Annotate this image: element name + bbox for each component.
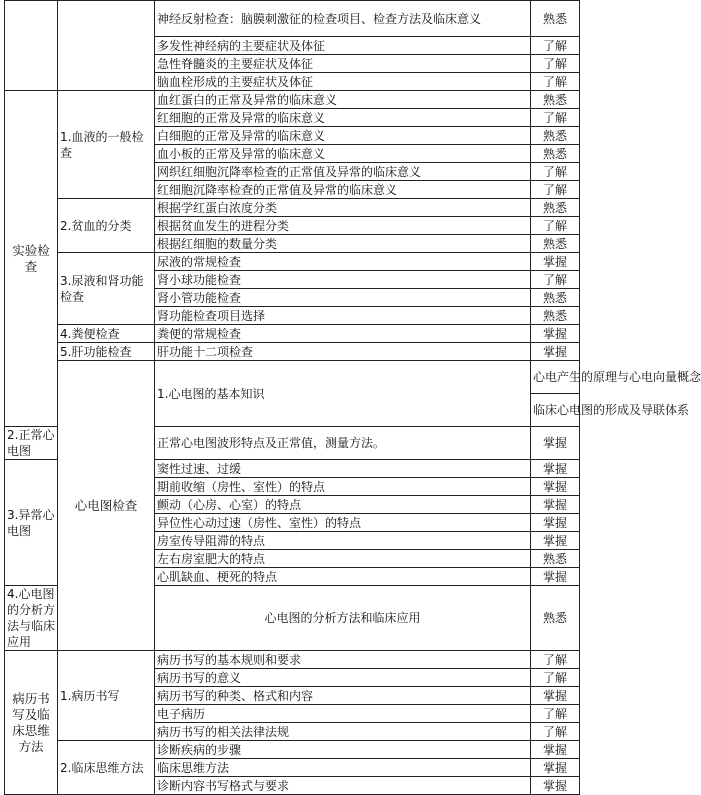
table-row	[5, 199, 580, 217]
item-cell: 急性脊髓炎的主要症状及体征	[155, 55, 531, 73]
level-cell: 了解	[531, 181, 580, 199]
level-cell: 掌握	[531, 568, 580, 586]
subgroup-cell: 4.心电图的分析方法与临床应用	[5, 586, 58, 651]
level-cell: 了解	[531, 163, 580, 181]
item-cell: 血小板的正常及异常的临床意义	[155, 145, 531, 163]
level-cell: 掌握	[531, 343, 580, 361]
item-cell: 临床心电图的形成及导联体系	[531, 394, 580, 427]
item-cell: 尿液的常规检查	[155, 253, 531, 271]
level-cell: 熟悉	[531, 199, 580, 217]
item-cell: 正常心电图波形特点及正常值，测量方法。	[155, 427, 531, 460]
item-cell: 肾小管功能检查	[155, 289, 531, 307]
table-row	[5, 361, 580, 394]
level-cell: 掌握	[531, 496, 580, 514]
level-cell: 掌握	[531, 460, 580, 478]
item-cell: 肝功能十二项检查	[155, 343, 531, 361]
level-cell: 熟悉	[531, 550, 580, 568]
table-row	[5, 651, 580, 669]
level-cell: 熟悉	[531, 91, 580, 109]
level-cell: 了解	[531, 705, 580, 723]
table-row	[5, 91, 580, 109]
level-cell: 熟悉	[531, 127, 580, 145]
subgroup-cell: 3.尿液和肾功能检查	[58, 253, 155, 325]
level-cell: 了解	[531, 109, 580, 127]
subgroup-cell: 1.心电图的基本知识	[155, 361, 531, 427]
item-cell: 病历书写的意义	[155, 669, 531, 687]
level-cell: 掌握	[531, 759, 580, 777]
item-cell: 病历书写的基本规则和要求	[155, 651, 531, 669]
level-cell: 掌握	[531, 777, 580, 795]
item-cell: 网织红细胞沉降率检查的正常值及异常的临床意义	[155, 163, 531, 181]
syllabus-table	[4, 0, 701, 795]
item-cell: 根据学红蛋白浓度分类	[155, 199, 531, 217]
item-cell: 心电图的分析方法和临床应用	[155, 586, 531, 651]
section-cell: 心电图检查	[58, 361, 155, 651]
section-cell: 病历书写及临床思维方法	[5, 651, 58, 795]
table-row	[5, 741, 580, 759]
level-cell: 熟悉	[531, 235, 580, 253]
subgroup-cell: 3.异常心电图	[5, 460, 58, 586]
item-cell: 病历书写的种类、格式和内容	[155, 687, 531, 705]
item-cell: 红细胞的正常及异常的临床意义	[155, 109, 531, 127]
subgroup-cell: 1.病历书写	[58, 651, 155, 741]
item-cell: 红细胞沉降率检查的正常值及异常的临床意义	[155, 181, 531, 199]
level-cell: 熟悉	[531, 307, 580, 325]
subgroup-cell: 1.血液的一般检查	[58, 91, 155, 199]
item-cell: 心肌缺血、梗死的特点	[155, 568, 531, 586]
item-cell: 肾功能检查项目选择	[155, 307, 531, 325]
item-cell: 电子病历	[155, 705, 531, 723]
level-cell: 掌握	[531, 478, 580, 496]
subgroup-cell: 5.肝功能检查	[58, 343, 155, 361]
level-cell: 掌握	[531, 741, 580, 759]
level-cell: 了解	[531, 271, 580, 289]
item-cell: 窦性过速、过缓	[155, 460, 531, 478]
item-cell: 脑血栓形成的主要症状及体征	[155, 73, 531, 91]
item-cell: 房室传导阻滞的特点	[155, 532, 531, 550]
level-cell: 了解	[531, 723, 580, 741]
level-cell: 了解	[531, 73, 580, 91]
item-cell: 诊断内容书写格式与要求	[155, 777, 531, 795]
item-cell: 肾小球功能检查	[155, 271, 531, 289]
item-cell: 诊断疾病的步骤	[155, 741, 531, 759]
level-cell: 了解	[531, 217, 580, 235]
item-cell: 多发性神经病的主要症状及体征	[155, 37, 531, 55]
subgroup-cell: 2.正常心电图	[5, 427, 58, 460]
item-cell: 临床思维方法	[155, 759, 531, 777]
section-cell	[5, 1, 58, 91]
level-cell: 掌握	[531, 325, 580, 343]
level-cell: 掌握	[531, 687, 580, 705]
level-cell: 了解	[531, 669, 580, 687]
item-cell: 病历书写的相关法律法规	[155, 723, 531, 741]
subgroup-cell: 2.临床思维方法	[58, 741, 155, 795]
level-cell: 了解	[531, 651, 580, 669]
item-cell: 粪便的常规检查	[155, 325, 531, 343]
subgroup-cell	[58, 1, 155, 91]
subgroup-cell: 4.粪便检查	[58, 325, 155, 343]
level-cell: 熟悉	[531, 586, 580, 651]
level-cell: 熟悉	[531, 1, 580, 37]
item-cell: 期前收缩（房性、室性）的特点	[155, 478, 531, 496]
item-cell: 心电产生的原理与心电向量概念	[531, 361, 580, 394]
level-cell: 熟悉	[531, 289, 580, 307]
table-row	[5, 253, 580, 271]
subgroup-cell: 2.贫血的分类	[58, 199, 155, 253]
item-cell: 异位性心动过速（房性、室性）的特点	[155, 514, 531, 532]
item-cell: 白细胞的正常及异常的临床意义	[155, 127, 531, 145]
item-cell: 左右房室肥大的特点	[155, 550, 531, 568]
level-cell: 掌握	[531, 253, 580, 271]
table-row	[5, 1, 580, 37]
item-cell: 血红蛋白的正常及异常的临床意义	[155, 91, 531, 109]
level-cell: 掌握	[531, 427, 580, 460]
section-cell: 实验检查	[5, 91, 58, 427]
item-cell: 根据红细胞的数量分类	[155, 235, 531, 253]
level-cell: 掌握	[531, 514, 580, 532]
item-cell: 颤动（心房、心室）的特点	[155, 496, 531, 514]
level-cell: 了解	[531, 37, 580, 55]
level-cell: 掌握	[531, 532, 580, 550]
table-row	[5, 343, 580, 361]
item-cell: 根据贫血发生的进程分类	[155, 217, 531, 235]
item-cell: 神经反射检查：脑膜刺激征的检查项目、检查方法及临床意义	[155, 1, 531, 37]
table-row	[5, 325, 580, 343]
level-cell: 熟悉	[531, 145, 580, 163]
level-cell: 了解	[531, 55, 580, 73]
